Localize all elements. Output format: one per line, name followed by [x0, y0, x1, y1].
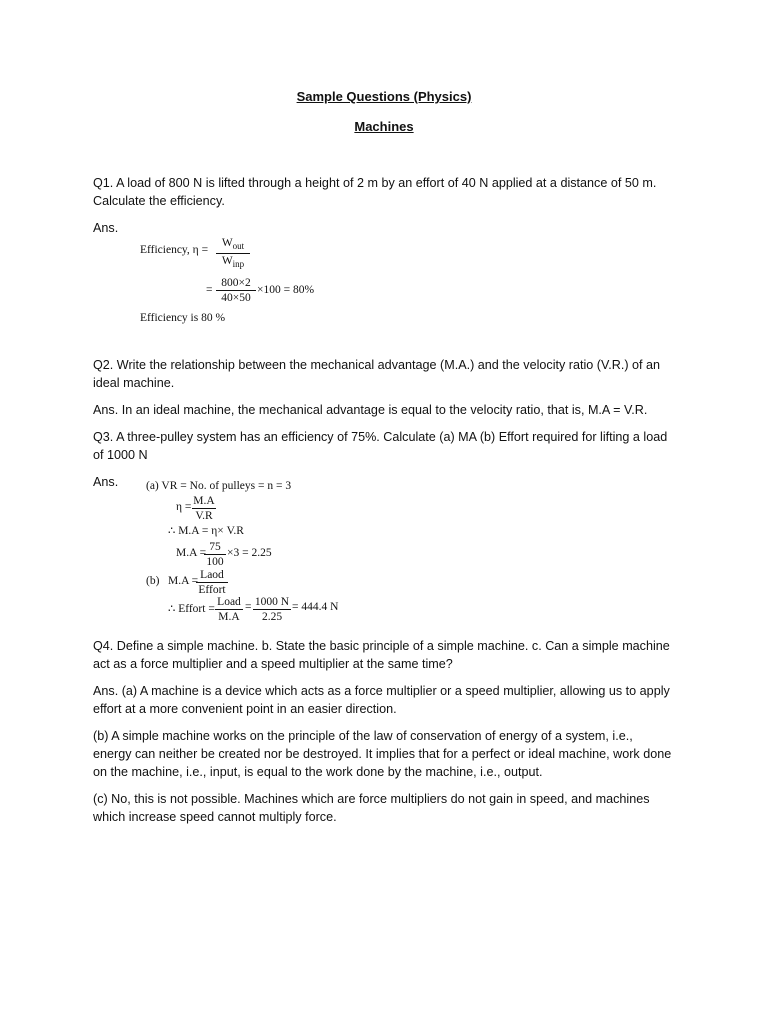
eta-lhs: η =	[176, 501, 192, 513]
question-4: Q4. Define a simple machine. b. State the basic principle of a simple machine. c. Can a simple machine act as a force multiplier and a speed multiplier at the same time?	[93, 639, 670, 671]
fraction-numerator: 800×2	[221, 277, 251, 289]
question-3: Q3. A three-pulley system has an efficiency of 75%. Calculate (a) MA (b) Effort required for lifting a load of 1000 N	[93, 430, 668, 462]
fraction-denominator: M.A	[218, 611, 240, 623]
fraction-denominator: V.R	[195, 510, 213, 522]
effort-fraction-1	[215, 595, 243, 624]
effort-result: = 444.4 N	[292, 601, 339, 613]
answer-4b: (b) A simple machine works on the principle of the law of conservation of energy of a system, i.e., energy can neither be created nor be destroyed. It implies that for a perfect or ideal machine, work done on the machine, i.e., input, is equal to the work done by the machine, i.e., output.	[93, 729, 672, 779]
effort-equals: =	[245, 601, 252, 613]
answer-4c: (c) No, this is not possible. Machines which are force multipliers do not gain in speed, and machines which increase speed cannot multiply force.	[93, 792, 650, 824]
question-2: Q2. Write the relationship between the mechanical advantage (M.A.) and the velocity ratio (V.R.) of an ideal machine.	[93, 358, 661, 390]
effort-lhs: ∴ Effort =	[168, 603, 215, 615]
fraction-numerator: 75	[209, 541, 221, 553]
question-1: Q1. A load of 800 N is lifted through a height of 2 m by an effort of 40 N applied at a distance of 50 m. Calculate the efficiency.	[93, 176, 657, 208]
efficiency-lhs: Efficiency, η =	[140, 244, 209, 256]
ma-relation: ∴ M.A = η× V.R	[168, 525, 244, 537]
efficiency-fraction	[216, 236, 250, 271]
fraction-numerator: Load	[217, 596, 241, 608]
velocity-ratio-line: (a) VR = No. of pulleys = n = 3	[146, 480, 292, 492]
ratio-fraction	[216, 276, 256, 305]
part-b-label: (b)	[146, 575, 160, 587]
fraction-numerator: 1000 N	[254, 596, 290, 608]
eq2-result: ×100 = 80%	[257, 284, 315, 296]
eq2-equals: =	[206, 284, 213, 296]
fraction-denominator: 100	[206, 556, 224, 568]
ma-lhs: M.A =	[176, 547, 207, 559]
fraction-numerator: Laod	[200, 569, 224, 581]
load-effort-fraction	[196, 568, 228, 597]
ma-result: ×3 = 2.25	[227, 547, 272, 559]
answer-4a: Ans. (a) A machine is a device which acts as a force multiplier or a speed multiplier, allowing us to apply effort at a more convenient point in an easier direction.	[93, 684, 670, 716]
efficiency-result: Efficiency is 80 %	[140, 312, 226, 324]
eta-fraction	[192, 494, 216, 523]
fraction-denominator: Effort	[198, 584, 226, 596]
ma-fraction	[204, 540, 226, 569]
document-title: Sample Questions (Physics)	[296, 89, 472, 104]
b-ma-lhs: M.A =	[168, 575, 199, 587]
answer-2: Ans. In an ideal machine, the mechanical advantage is equal to the velocity ratio, that is, M.A = V.R.	[93, 403, 648, 417]
fraction-numerator: $W_{out}$	[221, 237, 245, 251]
fraction-numerator: M.A	[193, 495, 215, 507]
fraction-denominator: $W_{inp}$	[221, 255, 245, 269]
effort-fraction-2	[253, 595, 291, 624]
answer-label-1: Ans.	[93, 221, 119, 235]
fraction-denominator: 2.25	[261, 611, 283, 623]
document-subtitle: Machines	[354, 119, 414, 134]
fraction-denominator: 40×50	[221, 292, 251, 304]
answer-label-3: Ans.	[93, 475, 119, 489]
